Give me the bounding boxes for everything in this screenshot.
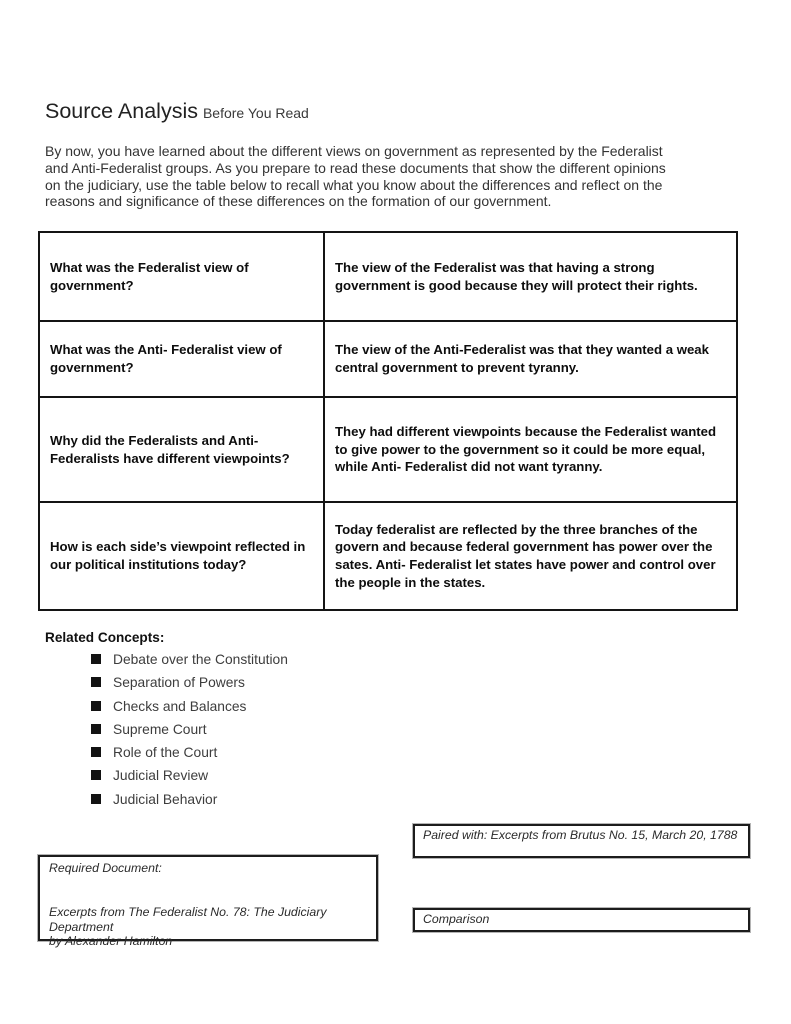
list-item-label: Separation of Powers: [113, 675, 245, 691]
list-item-label: Role of the Court: [113, 745, 218, 761]
related-concepts-list: [45, 652, 288, 808]
square-bullet-icon: [91, 794, 101, 804]
intro-line: By now, you have learned about the different views on government as represented by the Federalist: [45, 143, 663, 159]
page-title: [45, 99, 309, 124]
intro-paragraph: [45, 143, 755, 210]
required-document-author: by Alexander Hamilton: [49, 934, 173, 949]
related-concepts-section: [45, 630, 288, 815]
required-document-box: [38, 855, 378, 949]
required-document-title: Excerpts from The Federalist No. 78: The Judiciary Department: [49, 904, 327, 934]
paired-with-box: [413, 824, 750, 858]
table-row: [39, 232, 737, 321]
table-row: [39, 502, 737, 610]
square-bullet-icon: [91, 701, 101, 711]
required-document-label: Required Document:: [49, 861, 162, 875]
answer-cell: Today federalist are reflected by the three branches of the govern and because federal government has power over the sates. Anti- Federalist let states have power and control over the people in the states.: [324, 502, 737, 610]
list-item-label: Supreme Court: [113, 721, 207, 737]
related-concepts-label: Related Concepts:: [45, 630, 165, 645]
intro-line: and Anti-Federalist groups. As you prepare to read these documents that show the different opinions: [45, 159, 666, 176]
title-main: Source Analysis: [45, 99, 198, 123]
list-item: [45, 652, 288, 668]
comparison-text: Comparison: [423, 912, 490, 926]
comparison-box: [413, 908, 750, 932]
answer-cell: They had different viewpoints because the Federalist wanted to give power to the government so it could be more equal, while Anti- Federalist did not want tyranny.: [324, 397, 737, 502]
list-item: [45, 675, 288, 691]
paired-with-text: Paired with: Excerpts from Brutus No. 15, March 20, 1788: [423, 828, 738, 842]
federalist-comparison-table: [38, 231, 738, 611]
intro-line: reasons and significance of these differences on the formation of our government.: [45, 193, 552, 210]
list-item-label: Debate over the Constitution: [113, 652, 288, 667]
list-item: [45, 699, 288, 715]
square-bullet-icon: [91, 654, 101, 664]
list-item: [45, 722, 288, 738]
question-cell: What was the Anti- Federalist view of government?: [39, 321, 324, 397]
list-item: [45, 745, 288, 761]
square-bullet-icon: [91, 724, 101, 734]
square-bullet-icon: [91, 747, 101, 757]
list-item: [45, 768, 288, 784]
spacer: [49, 876, 367, 905]
question-cell: Why did the Federalists and Anti-Federalists have different viewpoints?: [39, 397, 324, 502]
intro-line: on the judiciary, use the table below to recall what you know about the differences and reflect on the: [45, 176, 663, 193]
question-cell: What was the Federalist view of government?: [39, 232, 324, 321]
title-subtitle: Before You Read: [202, 105, 309, 121]
list-item: [45, 792, 288, 808]
square-bullet-icon: [91, 770, 101, 780]
answer-cell: The view of the Anti-Federalist was that they wanted a weak central government to prevent tyranny.: [324, 321, 737, 397]
list-item-label: Judicial Behavior: [113, 791, 218, 807]
question-cell: How is each side’s viewpoint reflected in our political institutions today?: [39, 502, 324, 610]
list-item-label: Checks and Balances: [113, 698, 247, 714]
answer-cell: The view of the Federalist was that having a strong government is good because they will protect their rights.: [324, 232, 737, 321]
table-row: [39, 397, 737, 502]
square-bullet-icon: [91, 677, 101, 687]
table-row: [39, 321, 737, 397]
list-item-label: Judicial Review: [113, 768, 209, 784]
